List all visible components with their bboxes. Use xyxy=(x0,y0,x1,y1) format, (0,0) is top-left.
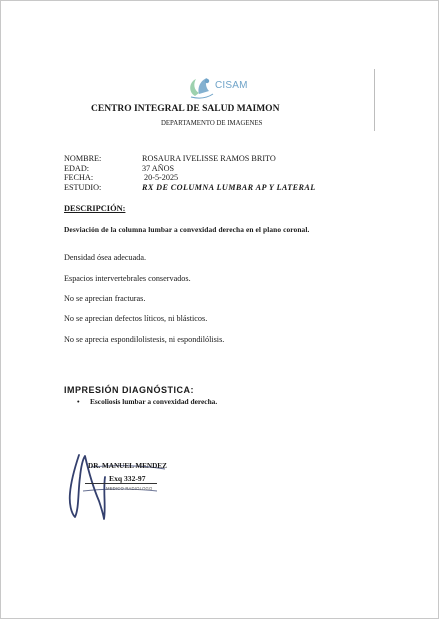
study-label: ESTUDIO: xyxy=(64,182,102,192)
study-value: RX DE COLUMNA LUMBAR AP Y LATERAL xyxy=(142,182,316,192)
impression-item: • Escoliosis lumbar a convexidad derecha. xyxy=(77,397,217,406)
age-label: EDAD: xyxy=(64,163,90,173)
finding-item: No se aprecia espondilolistesis, ni espondilólisis. xyxy=(64,335,225,344)
name-label: NOMBRE: xyxy=(64,154,102,163)
date-row xyxy=(64,173,316,183)
logo-text: CISAM xyxy=(215,80,248,91)
margin-rule xyxy=(374,69,375,131)
age-value: 37 AÑOS xyxy=(142,163,175,173)
study-row xyxy=(64,183,316,193)
finding-item: Espacios intervertebrales conservados. xyxy=(64,274,191,283)
finding-item: Densidad ósea adecuada. xyxy=(64,253,147,262)
doctor-title: MEDICO RADIOLOGO xyxy=(106,486,153,491)
department-name: DEPARTAMENTO DE IMAGENES xyxy=(161,120,263,127)
impression-heading: IMPRESIÓN DIAGNÓSTICA: xyxy=(64,385,195,395)
description-heading: DESCRIPCIÓN: xyxy=(64,204,126,213)
doctor-name: DR. MANUEL MENDEZ xyxy=(88,462,167,470)
name-row xyxy=(64,154,316,164)
finding-item: No se aprecian fracturas. xyxy=(64,294,146,303)
description-main-finding: Desviación de la columna lumbar a convexidad derecha en el plano coronal. xyxy=(64,225,310,234)
date-value: 20-5-2025 xyxy=(142,173,179,183)
name-value: ROSAURA IVELISSE RAMOS BRITO xyxy=(142,154,276,163)
patient-info xyxy=(64,154,316,192)
age-row xyxy=(64,164,316,174)
date-label: FECHA: xyxy=(64,173,94,183)
finding-item: No se aprecian defectos líticos, ni blásticos. xyxy=(64,314,208,323)
organization-name: CENTRO INTEGRAL DE SALUD MAIMON xyxy=(91,104,280,114)
impression-list xyxy=(77,397,217,406)
signature-line xyxy=(85,483,157,484)
handwritten-signature-icon xyxy=(61,447,171,523)
doctor-exequatur: Exq 332-97 xyxy=(109,474,146,483)
